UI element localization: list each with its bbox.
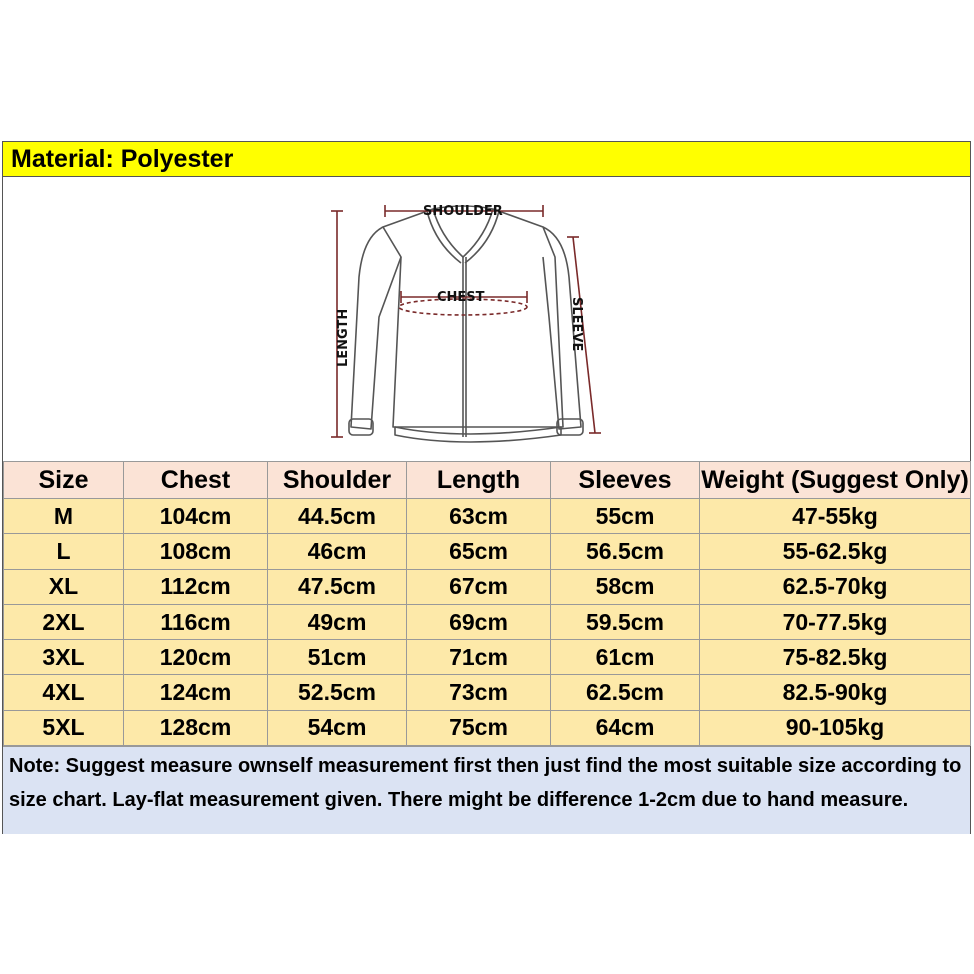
table-cell: 58cm xyxy=(551,569,700,604)
table-cell: 70-77.5kg xyxy=(700,604,971,639)
table-row xyxy=(4,604,971,639)
size-chart xyxy=(2,141,971,834)
jacket-diagram xyxy=(3,177,970,461)
table-cell: 44.5cm xyxy=(268,499,407,534)
table-cell: 46cm xyxy=(268,534,407,569)
table-cell: 49cm xyxy=(268,604,407,639)
table-cell: 69cm xyxy=(407,604,551,639)
table-cell: 112cm xyxy=(124,569,268,604)
shoulder-label: SHOULDER xyxy=(423,204,503,219)
header-shoulder: Shoulder xyxy=(268,462,407,499)
table-cell: 54cm xyxy=(268,710,407,745)
table-cell: 61cm xyxy=(551,640,700,675)
table-row xyxy=(4,710,971,745)
table-cell: L xyxy=(4,534,124,569)
table-cell: 116cm xyxy=(124,604,268,639)
table-cell: 62.5cm xyxy=(551,675,700,710)
table-cell: 67cm xyxy=(407,569,551,604)
table-cell: 63cm xyxy=(407,499,551,534)
table-row xyxy=(4,499,971,534)
table-cell: 55cm xyxy=(551,499,700,534)
table-cell: 47.5cm xyxy=(268,569,407,604)
table-cell: 128cm xyxy=(124,710,268,745)
table-cell: 71cm xyxy=(407,640,551,675)
table-row xyxy=(4,534,971,569)
header-size: Size xyxy=(4,462,124,499)
table-cell: 90-105kg xyxy=(700,710,971,745)
jacket-illustration xyxy=(323,197,623,447)
table-cell: 65cm xyxy=(407,534,551,569)
header-length: Length xyxy=(407,462,551,499)
jacket-body xyxy=(383,206,563,427)
table-cell: XL xyxy=(4,569,124,604)
table-cell: 73cm xyxy=(407,675,551,710)
chest-label: CHEST xyxy=(437,290,485,305)
table-cell: 56.5cm xyxy=(551,534,700,569)
header-sleeves: Sleeves xyxy=(551,462,700,499)
table-cell: 75-82.5kg xyxy=(700,640,971,675)
table-cell: 59.5cm xyxy=(551,604,700,639)
size-table xyxy=(3,461,971,746)
table-row xyxy=(4,569,971,604)
table-cell: 62.5-70kg xyxy=(700,569,971,604)
table-header-row xyxy=(4,462,971,499)
table-cell: 55-62.5kg xyxy=(700,534,971,569)
header-chest: Chest xyxy=(124,462,268,499)
table-cell: 51cm xyxy=(268,640,407,675)
material-label: Material: Polyester xyxy=(3,142,970,177)
header-weight: Weight (Suggest Only) xyxy=(700,462,971,499)
sleeve-label: SLEEVE xyxy=(569,297,584,352)
table-row xyxy=(4,640,971,675)
table-cell: 82.5-90kg xyxy=(700,675,971,710)
table-cell: 75cm xyxy=(407,710,551,745)
table-cell: 64cm xyxy=(551,710,700,745)
table-cell: 104cm xyxy=(124,499,268,534)
table-cell: 108cm xyxy=(124,534,268,569)
table-cell: 4XL xyxy=(4,675,124,710)
table-cell: 3XL xyxy=(4,640,124,675)
table-cell: 47-55kg xyxy=(700,499,971,534)
table-cell: 120cm xyxy=(124,640,268,675)
table-cell: 5XL xyxy=(4,710,124,745)
table-row xyxy=(4,675,971,710)
table-cell: 124cm xyxy=(124,675,268,710)
note-text: Note: Suggest measure ownself measurement first then just find the most suitable size according to size chart. Lay-flat measurement given. There might be difference 1-2cm due to hand measure. xyxy=(3,746,970,834)
table-cell: 52.5cm xyxy=(268,675,407,710)
length-label: LENGTH xyxy=(336,308,351,367)
table-cell: 2XL xyxy=(4,604,124,639)
table-cell: M xyxy=(4,499,124,534)
